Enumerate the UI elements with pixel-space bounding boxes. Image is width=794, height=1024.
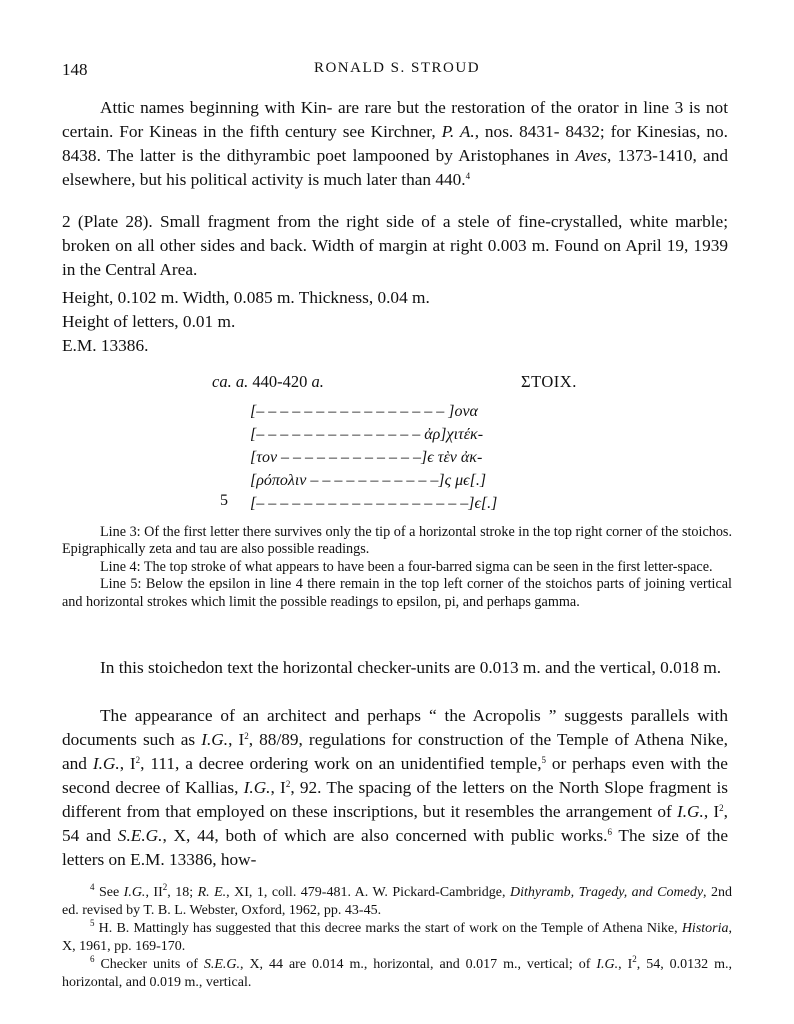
- paragraph-text: Attic names beginning with Kin- are rare but the restoration of the orator in line 3 is not certain. For Kineas in the fifth century see Kirchner, P. A., nos. 8431- 8432; for Kinesias, no. 8438. The latter is the dithyrambic poet lampooned by Aristophanes in Aves, 1373-1410, and elsewhere, but his political activity is much later than 440.$^4$: [62, 98, 729, 189]
- inscription-line-2: [– – – – – – – – – – – – – – ἀρ]χιτέκ-: [250, 426, 484, 443]
- paragraph-parallels: The appearance of an architect and perhaps “ the Acropolis ” suggests parallels with documents such as I.G., $I^2$, 88/89, regulations for construction of the Temple of Athena Nike, and I.G., $I^2$, 111, a decree ordering work on an unidentified temple,$^5$ or perhaps even with the second decree of Kallias, I.G., $I^2$, 92. The spacing of the letters on the North Slope fragment is different from that employed on these inscriptions, but it resembles the arrangement of I.G., $I^2$, 54 and S.E.G., X, 44, both of which are also concerned with public works.$^6$ The size of the letters on E.M. 13386, how-: [62, 706, 729, 869]
- line-notes: [62, 524, 732, 611]
- letter-height: Height of letters, 0.01 m.: [62, 312, 236, 331]
- inventory-number: E.M. 13386.: [62, 336, 149, 355]
- dimensions: Height, 0.102 m. Width, 0.085 m. Thickness, 0.04 m.: [62, 288, 430, 307]
- paragraph-checker-units: In this stoichedon text the horizontal checker-units are 0.013 m. and the vertical, 0.018 m.: [100, 658, 722, 677]
- entry-number: 2: [62, 212, 71, 231]
- line-number-5: 5: [220, 492, 228, 509]
- entry-2-description: [62, 210, 728, 282]
- entry-2-measurements: [62, 286, 728, 358]
- inscription-line-5: [– – – – – – – – – – – – – – – – – –]ϵ[.]: [250, 495, 498, 512]
- note-line-3: Line 3: Of the first letter there survives only the tip of a horizontal stroke in the top right corner of the stoichos. Epigraphically zeta and tau are also possible readings.: [62, 524, 732, 558]
- inscription-line-1: [– – – – – – – – – – – – – – – – ]ονα: [250, 403, 478, 420]
- entry-description: (Plate 28). Small fragment from the right side of a stele of fine-crystalled, white marble; broken on all other sides and back. Width of margin at right 0.003 m. Found on April 19, 1939 in the Central Area.: [62, 212, 728, 279]
- running-title: RONALD S. STROUD: [313, 60, 481, 76]
- inscription-line-4: [ρόπολιν – – – – – – – – – – –]ς μϵ[.]: [250, 472, 487, 489]
- footnote-6: $^6$ Checker units of S.E.G., X, 44 are 0.014 m., horizontal, and 0.017 m., vertical; of I.G., $I^2$, 54, 0.0132 m., horizontal, and 0.019 m., vertical.: [62, 954, 733, 990]
- note-line-4: Line 4: The top stroke of what appears to have been a four-barred sigma can be seen in the first letter-space.: [100, 558, 713, 575]
- stoichedon-label: ΣΤΟΙΧ.: [521, 372, 577, 391]
- inscription-line-3: [τον – – – – – – – – – – – –]ϵ τὲν ἀκ-: [250, 449, 483, 466]
- footnote-5: $^5$ H. B. Mattingly has suggested that this decree marks the start of work on the Temple of Athena Nike, Historia, X, 1961, pp. 169-170.: [62, 918, 732, 954]
- inscription-date: ca. a. 440-420 a.: [212, 372, 324, 391]
- inscription-text: [250, 400, 497, 515]
- page-number: 148: [62, 60, 88, 79]
- footnote-4: $^4$ See I.G., $II^2$, 18; R. E., XI, 1, coll. 479-481. A. W. Pickard-Cambridge, Dithyramb, Tragedy, and Comedy, 2nd ed. revised by T. B. L. Webster, Oxford, 1962, pp. 43-45.: [62, 882, 732, 918]
- paragraph-kin-names: [62, 96, 728, 192]
- note-line-5: Line 5: Below the epsilon in line 4 there remain in the top left corner of the stoichos parts of joining vertical and horizontal strokes which limit the possible readings to epsilon, pi, and perhaps gamma.: [62, 576, 732, 610]
- footnotes: [62, 884, 732, 992]
